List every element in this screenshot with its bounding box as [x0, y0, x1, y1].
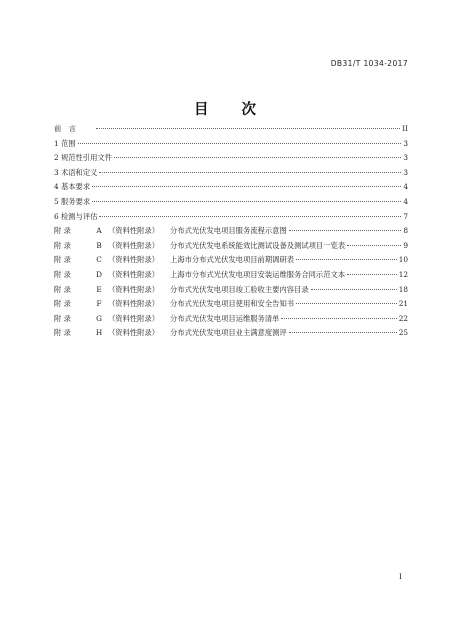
- appendix-type: （资料性附录）: [108, 284, 160, 294]
- toc-entry-page: 3: [403, 153, 408, 163]
- toc-entry-label: 1 范围: [54, 138, 76, 148]
- toc-entry-scope[interactable]: [54, 139, 408, 154]
- appendix-prefix: 附 录: [54, 240, 71, 250]
- appendix-prefix: 附 录: [54, 299, 71, 309]
- appendix-title: 分布式光伏发电项目业主满意度测评: [170, 328, 287, 338]
- toc-entry-page: 10: [398, 255, 408, 265]
- toc-appendix-a[interactable]: [54, 226, 408, 241]
- appendix-type: （资料性附录）: [108, 299, 160, 309]
- toc-entry-label: [54, 226, 287, 236]
- appendix-letter: H: [95, 328, 103, 338]
- page-number: I: [399, 572, 402, 581]
- toc-entry-label: [54, 270, 345, 280]
- appendix-letter: C: [96, 255, 102, 265]
- toc-appendix-d[interactable]: [54, 270, 408, 285]
- appendix-type: （资料性附录）: [108, 255, 160, 265]
- toc-entry-page: 12: [398, 269, 408, 279]
- toc-entry-page: 4: [403, 196, 408, 206]
- toc-entry-label: [54, 285, 309, 295]
- toc-entry-label: 4 基本要求: [54, 182, 91, 192]
- appendix-title: 分布式光伏发电项目服务流程示意图: [170, 226, 287, 236]
- toc-entry-normative-references[interactable]: [54, 153, 408, 168]
- toc-appendix-e[interactable]: [54, 285, 408, 300]
- toc-entry-service-requirements[interactable]: [54, 197, 408, 212]
- dot-leader: [114, 157, 401, 158]
- toc-entry-label: [54, 124, 94, 134]
- toc-entry-foreword[interactable]: [54, 124, 408, 139]
- toc-entry-label: [54, 299, 294, 309]
- appendix-prefix: 附 录: [54, 284, 71, 294]
- appendix-letter: B: [96, 240, 102, 250]
- toc-entry-label-text: 前 言: [54, 124, 76, 133]
- standard-code: DB31/T 1034-2017: [330, 59, 408, 68]
- toc-entry-page: 4: [403, 182, 408, 192]
- toc-entry-label: 3 术语和定义: [54, 167, 98, 177]
- appendix-type: （资料性附录）: [108, 269, 160, 279]
- toc-entry-label: 6 检测与评估: [54, 211, 98, 221]
- dot-leader: [311, 289, 397, 290]
- dot-leader: [99, 216, 401, 217]
- appendix-letter: D: [96, 269, 102, 279]
- appendix-prefix: 附 录: [54, 226, 71, 236]
- appendix-letter: E: [96, 284, 102, 294]
- toc-appendix-g[interactable]: [54, 314, 408, 329]
- toc-entry-page: II: [402, 124, 408, 133]
- toc-entry-testing-evaluation[interactable]: [54, 212, 408, 227]
- appendix-title: 分布式光伏发电项目运维服务清单: [170, 313, 280, 323]
- dot-leader: [92, 201, 401, 202]
- dot-leader: [96, 128, 400, 129]
- toc-entry-page: 8: [403, 226, 408, 236]
- toc-entry-page: 9: [403, 240, 408, 250]
- toc-entry-page: 25: [398, 328, 408, 338]
- appendix-title: 上海市分布式光伏发电项目安装运维服务合同示范文本: [170, 269, 346, 279]
- toc-appendix-b[interactable]: [54, 241, 408, 256]
- appendix-title: 上海市分布式光伏发电项目前期调研表: [170, 255, 295, 265]
- toc-entry-page: 22: [398, 313, 408, 323]
- dot-leader: [99, 172, 401, 173]
- appendix-prefix: 附 录: [54, 313, 71, 323]
- toc-entry-page: 7: [403, 211, 408, 221]
- toc-entry-terms[interactable]: [54, 168, 408, 183]
- appendix-title: 分布式光伏发电项目竣工验收主要内容目录: [170, 284, 309, 294]
- appendix-type: （资料性附录）: [108, 226, 160, 236]
- toc-entry-label: [54, 314, 279, 324]
- dot-leader: [289, 332, 397, 333]
- toc-entry-page: 3: [403, 138, 408, 148]
- appendix-title: 分布式光伏发电项目使用和安全告知书: [170, 299, 295, 309]
- table-of-contents: [54, 124, 408, 343]
- appendix-letter: A: [96, 226, 102, 236]
- toc-appendix-c[interactable]: [54, 255, 408, 270]
- dot-leader: [92, 186, 401, 187]
- dot-leader: [78, 143, 402, 144]
- toc-entry-page: 21: [398, 299, 408, 309]
- toc-appendix-f[interactable]: [54, 299, 408, 314]
- toc-entry-label: [54, 241, 345, 251]
- toc-entry-basic-requirements[interactable]: [54, 182, 408, 197]
- appendix-letter: G: [96, 313, 102, 323]
- appendix-title: 分布式光伏发电系统能效比测试设备及测试项目一览表: [170, 240, 346, 250]
- appendix-type: （资料性附录）: [108, 240, 160, 250]
- appendix-letter: F: [96, 299, 102, 309]
- toc-entry-label: [54, 255, 294, 265]
- dot-leader: [289, 230, 402, 231]
- toc-entry-page: 18: [398, 284, 408, 294]
- toc-entry-label: [54, 328, 287, 338]
- appendix-type: （资料性附录）: [108, 328, 160, 338]
- dot-leader: [347, 274, 397, 275]
- appendix-prefix: 附 录: [54, 269, 71, 279]
- dot-leader: [281, 318, 396, 319]
- appendix-type: （资料性附录）: [108, 313, 160, 323]
- toc-appendix-h[interactable]: [54, 328, 408, 343]
- appendix-prefix: 附 录: [54, 255, 71, 265]
- toc-entry-label: 2 规范性引用文件: [54, 153, 113, 163]
- dot-leader: [347, 245, 401, 246]
- dot-leader: [296, 303, 397, 304]
- dot-leader: [296, 259, 397, 260]
- toc-entry-page: 3: [403, 167, 408, 177]
- appendix-prefix: 附 录: [54, 328, 71, 338]
- page-title: 目 次: [193, 102, 271, 118]
- toc-entry-label: 5 服务要求: [54, 196, 91, 206]
